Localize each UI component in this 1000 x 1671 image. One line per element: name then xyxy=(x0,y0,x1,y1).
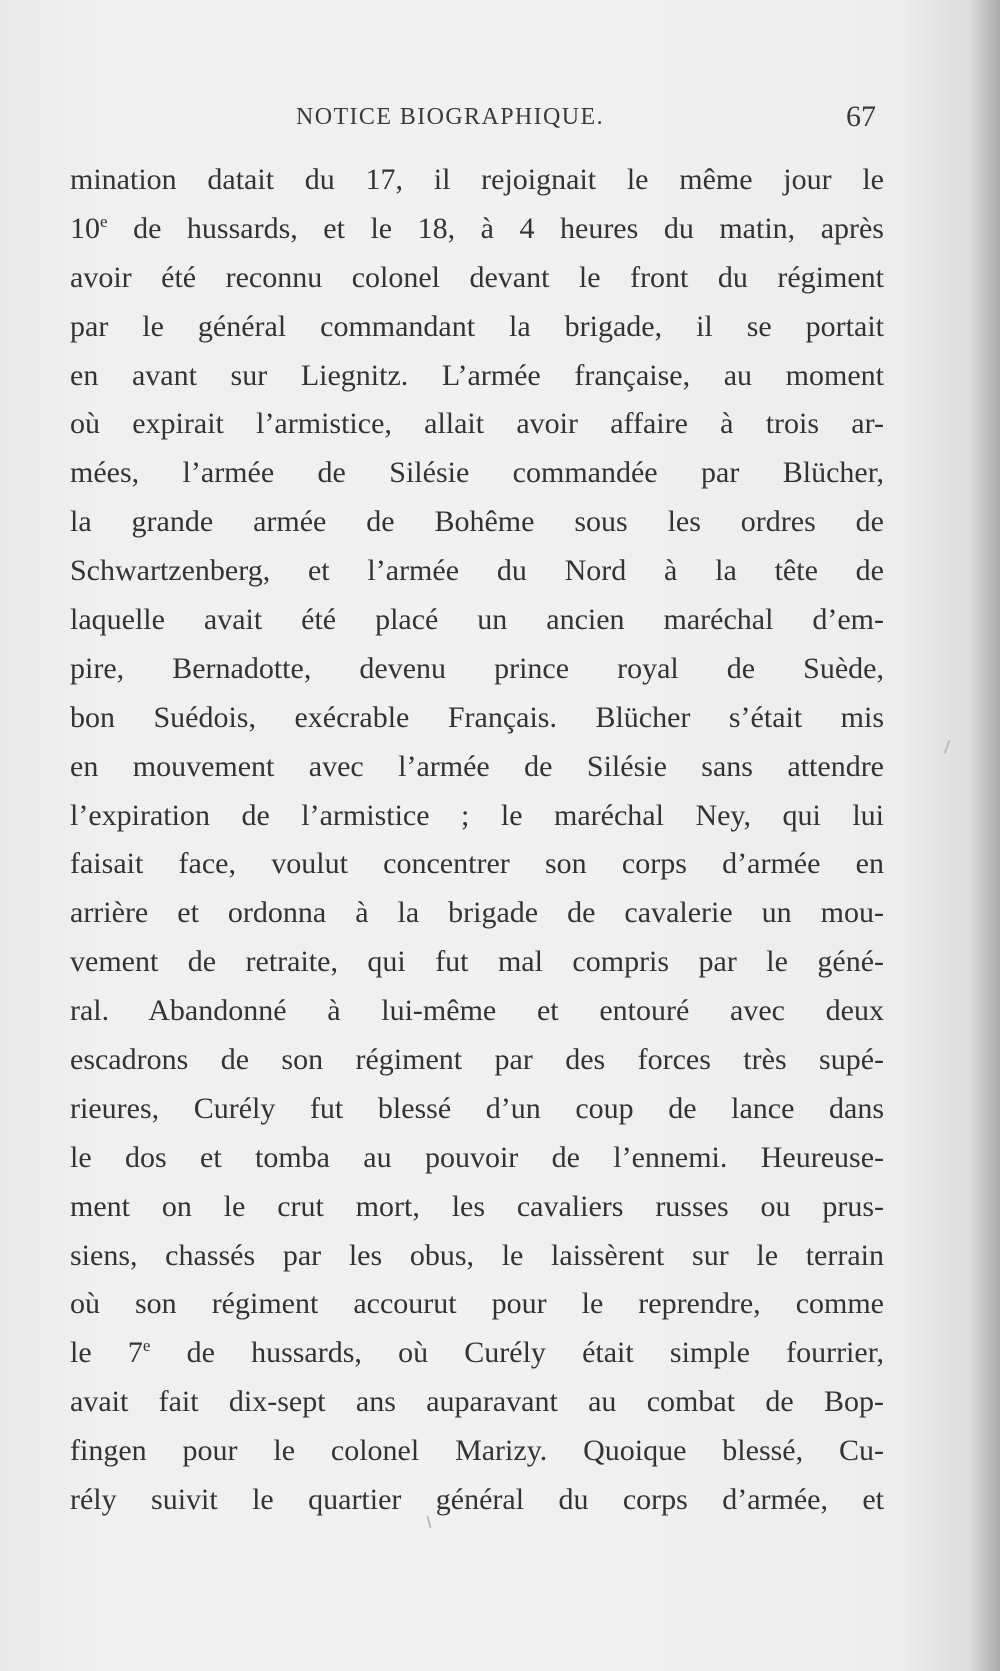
text-line xyxy=(70,352,884,401)
text-line xyxy=(70,694,884,743)
text-line xyxy=(70,205,884,254)
text-line-content: avait fait dix-sept ans auparavant au combat de Bop- xyxy=(70,1385,884,1419)
text-line xyxy=(70,840,884,889)
paper-speck xyxy=(944,740,951,754)
text-line-content: ral. Abandonné à lui-même et entouré avec deux xyxy=(70,994,884,1028)
text-line xyxy=(70,400,884,449)
text-line-content: fingen pour le colonel Marizy. Quoique blessé, Cu- xyxy=(70,1434,884,1468)
text-line xyxy=(70,254,884,303)
text-line xyxy=(70,1085,884,1134)
text-line-content: rieures, Curély fut blessé d’un coup de lance dans xyxy=(70,1091,884,1125)
text-line xyxy=(70,547,884,596)
ordinal-superscript: e xyxy=(142,1336,151,1356)
text-line-content: la grande armée de Bohême sous les ordres de xyxy=(70,505,884,539)
text-line-content: le dos et tomba au pouvoir de l’ennemi. Heureuse- xyxy=(70,1140,884,1174)
text-line-content: où son régiment accourut pour le reprendre, comme xyxy=(70,1287,884,1321)
text-line-content: vement de retraite, qui fut mal compris par le géné- xyxy=(70,945,884,979)
text-line xyxy=(70,743,884,792)
ordinal-superscript: e xyxy=(100,211,108,231)
text-line-content: avoir été reconnu colonel devant le front du régiment xyxy=(70,260,884,294)
text-line-prefix: 10 xyxy=(70,211,100,245)
text-line-content: bon Suédois, exécrable Français. Blücher s’était mis xyxy=(70,700,884,734)
text-line-content: de hussards, où Curély était simple fourrier, xyxy=(150,1336,884,1370)
text-line-content: arrière et ordonna à la brigade de cavalerie un mou- xyxy=(70,896,884,930)
text-line xyxy=(70,1329,884,1378)
text-line xyxy=(70,1183,884,1232)
text-line xyxy=(70,792,884,841)
text-line xyxy=(70,1427,884,1476)
text-line xyxy=(70,1378,884,1427)
text-line-content: laquelle avait été placé un ancien maréchal d’em- xyxy=(70,603,884,637)
running-title: NOTICE BIOGRAPHIQUE. xyxy=(296,104,604,130)
text-line-content: pire, Bernadotte, devenu prince royal de Suède, xyxy=(70,651,884,685)
page-header xyxy=(0,100,1000,140)
text-line xyxy=(70,938,884,987)
text-line-content: mination datait du 17, il rejoignait le même jour le xyxy=(70,163,884,196)
text-line xyxy=(70,498,884,547)
text-line xyxy=(70,156,884,205)
text-line-content: ment on le crut mort, les cavaliers russes ou prus- xyxy=(70,1189,884,1223)
body-text xyxy=(70,156,884,1525)
text-line xyxy=(70,1476,884,1525)
text-line xyxy=(70,303,884,352)
text-line xyxy=(70,987,884,1036)
text-line-content: par le général commandant la brigade, il se portait xyxy=(70,309,884,343)
text-line-content: escadrons de son régiment par des forces très supé- xyxy=(70,1043,884,1077)
text-line xyxy=(70,449,884,498)
text-line-content: en avant sur Liegnitz. L’armée française, au moment xyxy=(70,358,884,392)
text-line-content: rély suivit le quartier général du corps d’armée, et xyxy=(70,1483,884,1517)
text-line xyxy=(70,889,884,938)
text-line-content: l’expiration de l’armistice ; le maréchal Ney, qui lui xyxy=(70,798,884,832)
text-line xyxy=(70,1036,884,1085)
text-line-content: mées, l’armée de Silésie commandée par Blücher, xyxy=(70,456,884,490)
text-line xyxy=(70,1280,884,1329)
text-line-content: de hussards, et le 18, à 4 heures du matin, après xyxy=(107,211,884,245)
text-line-content: Schwartzenberg, et l’armée du Nord à la tête de xyxy=(70,554,884,588)
page-number: 67 xyxy=(846,100,876,133)
text-line-content: où expirait l’armistice, allait avoir affaire à trois ar- xyxy=(70,407,884,441)
text-line xyxy=(70,1134,884,1183)
text-line xyxy=(70,1232,884,1281)
text-line-prefix: le 7 xyxy=(70,1336,143,1370)
text-line-content: siens, chassés par les obus, le laissèrent sur le terrain xyxy=(70,1238,884,1272)
text-line-content: faisait face, voulut concentrer son corps d’armée en xyxy=(70,847,884,881)
text-line xyxy=(70,645,884,694)
text-line-content: en mouvement avec l’armée de Silésie sans attendre xyxy=(70,749,884,783)
text-line xyxy=(70,596,884,645)
